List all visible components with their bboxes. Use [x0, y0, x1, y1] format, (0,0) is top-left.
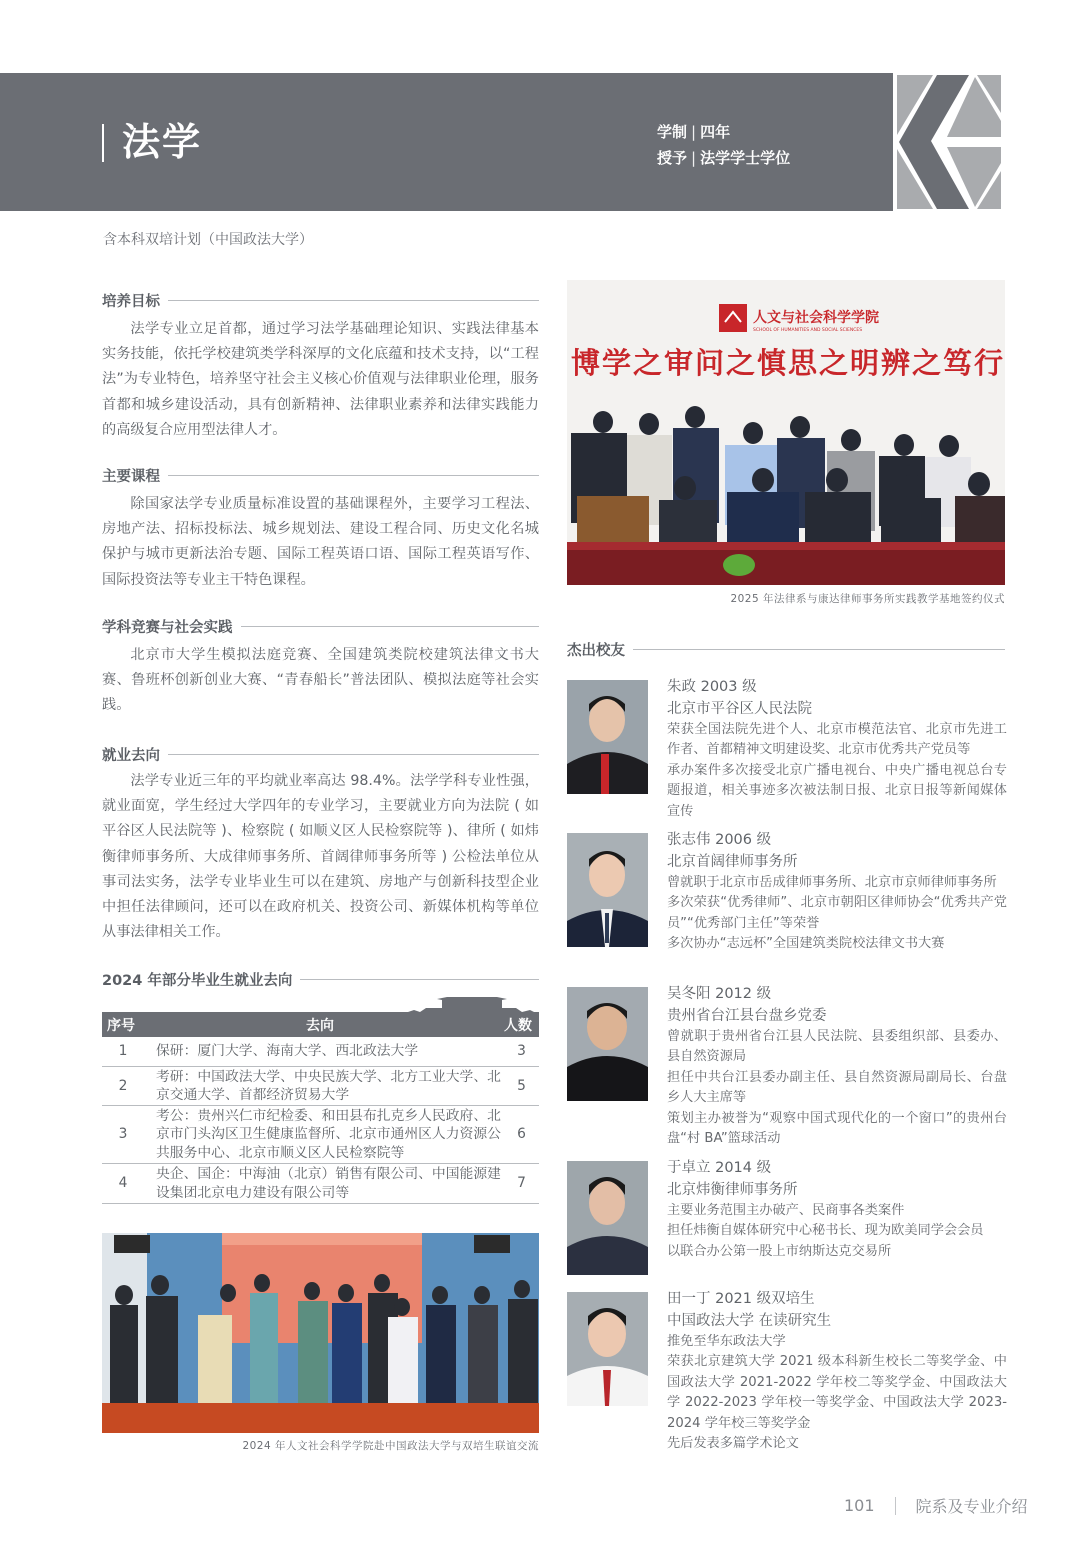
alumni-name: 朱政 2003 级 — [667, 679, 757, 695]
cell-destination: 央企、国企：中海油（北京）销售有限公司、中国能源建设集团北京电力建设有限公司等 — [156, 1166, 501, 1201]
alumni-portrait — [567, 1161, 648, 1275]
portrait-icon — [567, 1292, 648, 1406]
section-title: 2024 年部分毕业生就业去向 — [102, 973, 293, 989]
alumni-org: 贵州省台江县台盘乡党委 — [667, 1008, 827, 1024]
section-heading-employment — [102, 969, 539, 990]
alumni-desc: 担任炜衡自媒体研究中心秘书长、现为欧美同学会会员 — [667, 1223, 984, 1239]
photo-caption-exchange: 2024 年人文社会科学学院赴中国政法大学与双培生联谊交流 — [242, 1440, 539, 1452]
divider — [633, 649, 1005, 650]
cell-destination: 考研：中国政法大学、中央民族大学、北方工业大学、北京交通大学、首都经济贸易大学 — [156, 1068, 501, 1103]
goal-paragraph: 法学专业立足首都，通过学习法学基础理论知识、实践法律基本实务技能，依托学校建筑类学科深厚的文化底蕴和技术支持，以“工程法”为专业特色，培养坚守社会主义核心价值观与法律职业伦理，服务首都和城乡建设活动，具有创新精神、法律职业素养和法律实践能力的高级复合应用型法律人才。 — [102, 321, 539, 438]
section-title: 就业去向 — [102, 748, 160, 764]
portrait-icon — [567, 680, 648, 794]
meta-degree — [657, 145, 790, 171]
section-heading-courses — [102, 465, 539, 486]
alumni-org: 北京市平谷区人民法院 — [667, 701, 812, 717]
alumni-desc: 荣获全国法院先进个人、北京市模范法官、北京市先进工作者、首都精神文明建设奖、北京市优秀共产党员等 — [667, 722, 1007, 758]
section-title: 杰出校友 — [567, 643, 625, 659]
section-heading-career — [102, 744, 539, 765]
alumni-info — [667, 983, 1007, 1149]
alumni-desc: 多次荣获“优秀律师”、北京市朝阳区律师协会“优秀共产党员”“优秀部门主任”等荣誉 — [667, 895, 1007, 931]
cell-destination: 考公：贵州兴仁市纪检委、和田县布扎克乡人民政府、北京市门头沟区卫生健康监督所、北京市通州区人力资源公共服务中心、北京市顺义区人民检察院等 — [156, 1107, 501, 1161]
section-title: 主要课程 — [102, 469, 160, 485]
alumni-name: 吴冬阳 2012 级 — [667, 986, 772, 1002]
alumni-desc: 推免至华东政法大学 — [667, 1334, 786, 1349]
alumni-org: 中国政法大学 在读研究生 — [667, 1313, 832, 1329]
footer-divider — [895, 1497, 896, 1515]
title-accent-bar — [102, 124, 104, 162]
practice-paragraph: 北京市大学生模拟法庭竞赛、全国建筑类院校建筑法律文书大赛、鲁班杯创新创业大赛、“青春船长”普法团队、模拟法庭等社会实践。 — [102, 647, 539, 714]
cell-destination: 保研：厦门大学、海南大学、西北政法大学 — [156, 1043, 419, 1060]
table-row — [102, 1106, 539, 1164]
table-row — [102, 1067, 539, 1106]
divider — [241, 626, 540, 627]
page-footer — [844, 1494, 1028, 1517]
divider — [168, 754, 539, 755]
section-name: 院系及专业介绍 — [915, 1497, 1028, 1516]
portrait-icon — [567, 1161, 648, 1275]
page-title: 法学 — [122, 120, 203, 164]
svg-text:人文与社会科学学院: 人文与社会科学学院 — [753, 310, 879, 326]
divider — [168, 475, 539, 476]
alumni-name: 田一丁 2021 级双培生 — [667, 1291, 815, 1307]
courses-paragraph: 除国家法学专业质量标准设置的基础课程外，主要学习工程法、房地产法、招标投标法、城乡规划法、建设工程合同、历史文化名城保护与城市更新法治专题、国际工程英语口语、国际工程英语写作、国际投资法等专业主干特色课程。 — [102, 496, 539, 588]
meta-value: 四年 — [700, 123, 731, 141]
alumni-desc: 曾就职于北京市岳成律师事务所、北京市京师律师事务所 — [667, 875, 997, 890]
alumni-info — [667, 1157, 1007, 1262]
table-body — [102, 1037, 539, 1204]
alumni-desc: 以联合办公第一股上市纳斯达克交易所 — [667, 1243, 892, 1259]
alumni-name: 于卓立 2014 级 — [667, 1160, 772, 1176]
school-logo-icon — [893, 73, 1005, 211]
page-number: 101 — [844, 1496, 875, 1515]
alumni-info — [667, 829, 1007, 955]
alumni-portrait — [567, 987, 648, 1101]
alumni-org: 北京首阔律师事务所 — [667, 854, 798, 870]
divider — [300, 979, 539, 980]
cell-no: 3 — [118, 1126, 128, 1143]
program-subtitle: 含本科双培计划（中国政法大学） — [103, 232, 313, 248]
meta-value: 法学学士学位 — [700, 149, 791, 167]
group-photo-signing — [567, 280, 1005, 585]
section-title: 培养目标 — [102, 294, 160, 310]
divider — [168, 300, 539, 301]
photo-illustration — [102, 1233, 539, 1433]
alumni-desc: 担任中共台江县委办副主任、县自然资源局副局长、台盘乡人大主席等 — [667, 1069, 1007, 1106]
cell-count: 6 — [517, 1126, 526, 1143]
alumni-desc: 主要业务范围主办破产、民商事各类案件 — [667, 1203, 905, 1218]
svg-text:博学之审问之慎思之明辨之笃行: 博学之审问之慎思之明辨之笃行 — [571, 346, 1005, 380]
meta-separator: | — [691, 149, 697, 167]
cell-count: 3 — [517, 1043, 526, 1060]
alumni-desc: 多次协办“志远杯”全国建筑类院校法律文书大赛 — [667, 936, 945, 952]
portrait-icon — [567, 833, 648, 947]
alumni-desc: 荣获北京建筑大学 2021 级本科新生校长二等奖学金、中国政法大学 2021-2022 学年校二等奖学金、中国政法大学 2022-2023 学年校一等奖学金、中国政法大学 2023-2024 学年校三等奖学金 — [667, 1354, 1007, 1431]
col-header-destination: 去向 — [306, 1018, 334, 1034]
alumni-portrait — [567, 680, 648, 794]
alumni-org: 北京炜衡律师事务所 — [667, 1182, 798, 1198]
photo-illustration — [567, 280, 1005, 585]
cell-no: 1 — [118, 1043, 128, 1060]
alumni-name: 张志伟 2006 级 — [667, 832, 772, 848]
section-heading-practice — [102, 616, 539, 637]
program-meta — [657, 119, 790, 171]
cell-count: 5 — [517, 1077, 526, 1094]
portrait-icon — [567, 987, 648, 1101]
meta-duration — [657, 119, 790, 145]
alumni-portrait — [567, 1292, 648, 1406]
alumni-desc: 承办案件多次接受北京广播电视台、中央广播电视总台专题报道，相关事迹多次被法制日报、北京日报等新闻媒体宣传 — [667, 762, 1007, 819]
svg-text:SCHOOL OF HUMANITIES AND SOCIA: SCHOOL OF HUMANITIES AND SOCIAL SCIENCES — [753, 328, 863, 333]
alumni-desc: 策划主办被誉为“观察中国式现代化的一个窗口”的贵州台盘“村 BA”篮球活动 — [667, 1110, 1007, 1147]
table-row — [102, 1037, 539, 1067]
alumni-info — [667, 1288, 1007, 1454]
alumni-info — [667, 676, 1007, 822]
cell-no: 4 — [118, 1175, 128, 1192]
section-heading-alumni — [567, 639, 1005, 660]
cell-count: 7 — [517, 1175, 526, 1192]
section-heading-goal — [102, 290, 539, 311]
alumni-desc: 曾就职于贵州省台江县人民法院、县委组织部、县委办、县自然资源局 — [667, 1029, 1007, 1065]
group-photo-exchange — [102, 1233, 539, 1433]
career-paragraph: 法学专业近三年的平均就业率高达 98.4%。法学学科专业性强，就业面宽，学生经过大学四年的专业学习，主要就业方向为法院 ( 如平谷区人民法院等 )、检察院 ( 如顺义区人民检察院等 )、律所 ( 如炜衡律师事务所、大成律师事务所、首阔律师事务所等 ) 公检法单位从事司法实务，法学专业毕业生可以在建筑、房地产与创新科技型企业中担任法律顾问，还可以在政府机关、投资公司、新媒体机构等单位从事法律相关工作。 — [102, 773, 539, 941]
section-title: 学科竞赛与社会实践 — [102, 620, 233, 636]
meta-separator: | — [691, 123, 697, 141]
alumni-desc: 先后发表多篇学术论文 — [667, 1436, 799, 1452]
table-header — [102, 1012, 539, 1037]
meta-label: 学制 — [657, 123, 688, 141]
photo-caption-signing: 2025 年法律系与康达律师事务所实践教学基地签约仪式 — [730, 593, 1005, 605]
meta-label: 授予 — [657, 149, 688, 167]
col-header-no: 序号 — [107, 1018, 135, 1034]
col-header-count: 人数 — [504, 1018, 532, 1034]
alumni-portrait — [567, 833, 648, 947]
cell-no: 2 — [118, 1077, 128, 1094]
table-row — [102, 1164, 539, 1204]
